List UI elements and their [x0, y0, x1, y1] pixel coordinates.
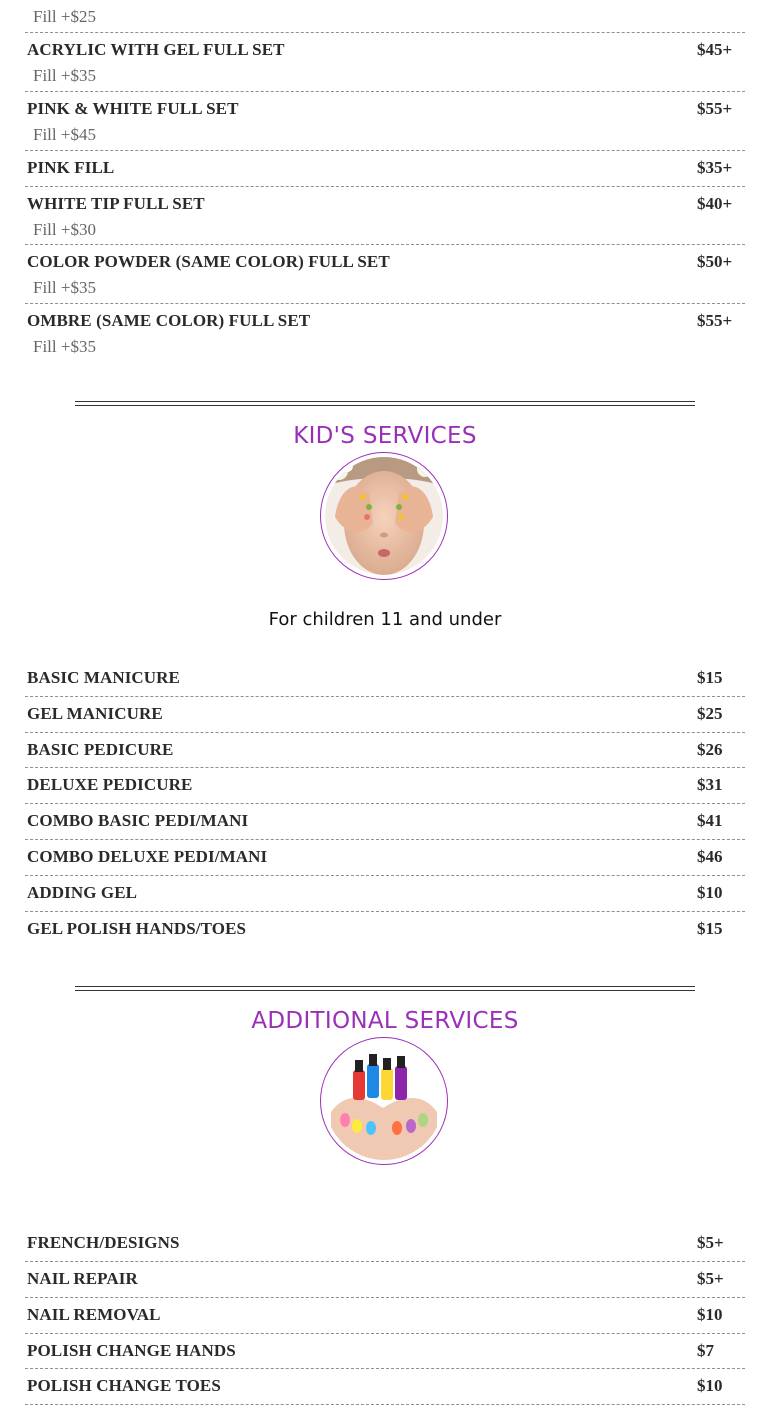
service-name: WHITE TIP FULL SET [27, 194, 205, 213]
service-price: $31 [697, 775, 723, 794]
service-name: ACRYLIC WITH GEL FULL SET [27, 40, 285, 59]
service-name: BASIC MANICURE [27, 668, 180, 687]
section-divider [75, 986, 695, 991]
service-name: PINK FILL [27, 158, 115, 177]
list-item [25, 1334, 745, 1369]
service-price: $7 [697, 1341, 714, 1360]
service-fill-price: Fill +$35 [33, 337, 96, 356]
service-price: $50+ [697, 252, 733, 271]
service-name: COLOR POWDER (SAME COLOR) FULL SET [27, 252, 390, 271]
service-price: $55+ [697, 311, 733, 330]
service-fill-price: Fill +$30 [33, 220, 96, 239]
list-item [25, 804, 745, 840]
child-covering-eyes-illustration [325, 457, 443, 575]
list-item [25, 876, 745, 912]
list-item [25, 733, 745, 768]
service-price: $15 [697, 919, 723, 938]
service-name: POLISH CHANGE TOES [27, 1376, 221, 1395]
service-name: ADDING GEL [27, 883, 138, 902]
service-fill-price: Fill +$35 [33, 66, 96, 85]
list-item [25, 304, 745, 363]
kids-services-list [25, 661, 745, 948]
service-name: FRENCH/DESIGNS [27, 1233, 180, 1252]
service-name: NAIL REPAIR [27, 1269, 138, 1288]
service-name: GEL MANICURE [27, 704, 163, 723]
service-price: $55+ [697, 99, 733, 118]
list-item [25, 840, 745, 876]
list-item [25, 768, 745, 804]
service-name: GEL POLISH HANDS/TOES [27, 919, 247, 938]
service-price: $26 [697, 740, 723, 759]
list-item [25, 1226, 745, 1262]
service-name: PINK & WHITE FULL SET [27, 99, 239, 118]
service-fill-price: Fill +$25 [33, 7, 96, 26]
list-item [25, 697, 745, 733]
list-item [25, 1369, 745, 1405]
section-title-kids: KID'S SERVICES [293, 423, 477, 449]
service-name: NAIL REMOVAL [27, 1305, 161, 1324]
list-item [25, 1262, 745, 1298]
hands-holding-polish-illustration [325, 1042, 443, 1160]
list-item [25, 0, 745, 33]
service-name: POLISH CHANGE HANDS [27, 1341, 236, 1360]
list-item [25, 151, 745, 187]
service-name: COMBO DELUXE PEDI/MANI [27, 847, 268, 866]
service-price: $25 [697, 704, 723, 723]
service-price: $15 [697, 668, 723, 687]
list-item [25, 187, 745, 245]
service-price: $46 [697, 847, 723, 866]
service-fill-price: Fill +$35 [33, 278, 96, 297]
service-price: $5+ [697, 1269, 724, 1288]
service-price: $10 [697, 1376, 723, 1395]
section-title-additional: ADDITIONAL SERVICES [251, 1008, 519, 1034]
service-fill-price: Fill +$45 [33, 125, 96, 144]
additional-services-image [320, 1037, 448, 1165]
service-price: $10 [697, 883, 723, 902]
service-price: $40+ [697, 194, 733, 213]
list-item [25, 92, 745, 151]
list-item [25, 1298, 745, 1334]
service-price: $5+ [697, 1233, 724, 1252]
kids-services-image [320, 452, 448, 580]
list-item [25, 33, 745, 92]
service-price: $41 [697, 811, 723, 830]
service-name: COMBO BASIC PEDI/MANI [27, 811, 249, 830]
acrylic-services-list [25, 0, 745, 363]
additional-services-list [25, 1226, 745, 1405]
service-name: BASIC PEDICURE [27, 740, 174, 759]
service-price: $10 [697, 1305, 723, 1324]
service-name: OMBRE (SAME COLOR) FULL SET [27, 311, 311, 330]
service-price: $45+ [697, 40, 733, 59]
service-price: $35+ [697, 158, 733, 177]
list-item [25, 661, 745, 697]
service-name: DELUXE PEDICURE [27, 775, 193, 794]
list-item [25, 245, 745, 304]
kids-age-caption: For children 11 and under [268, 609, 502, 630]
list-item [25, 912, 745, 948]
section-divider [75, 401, 695, 406]
